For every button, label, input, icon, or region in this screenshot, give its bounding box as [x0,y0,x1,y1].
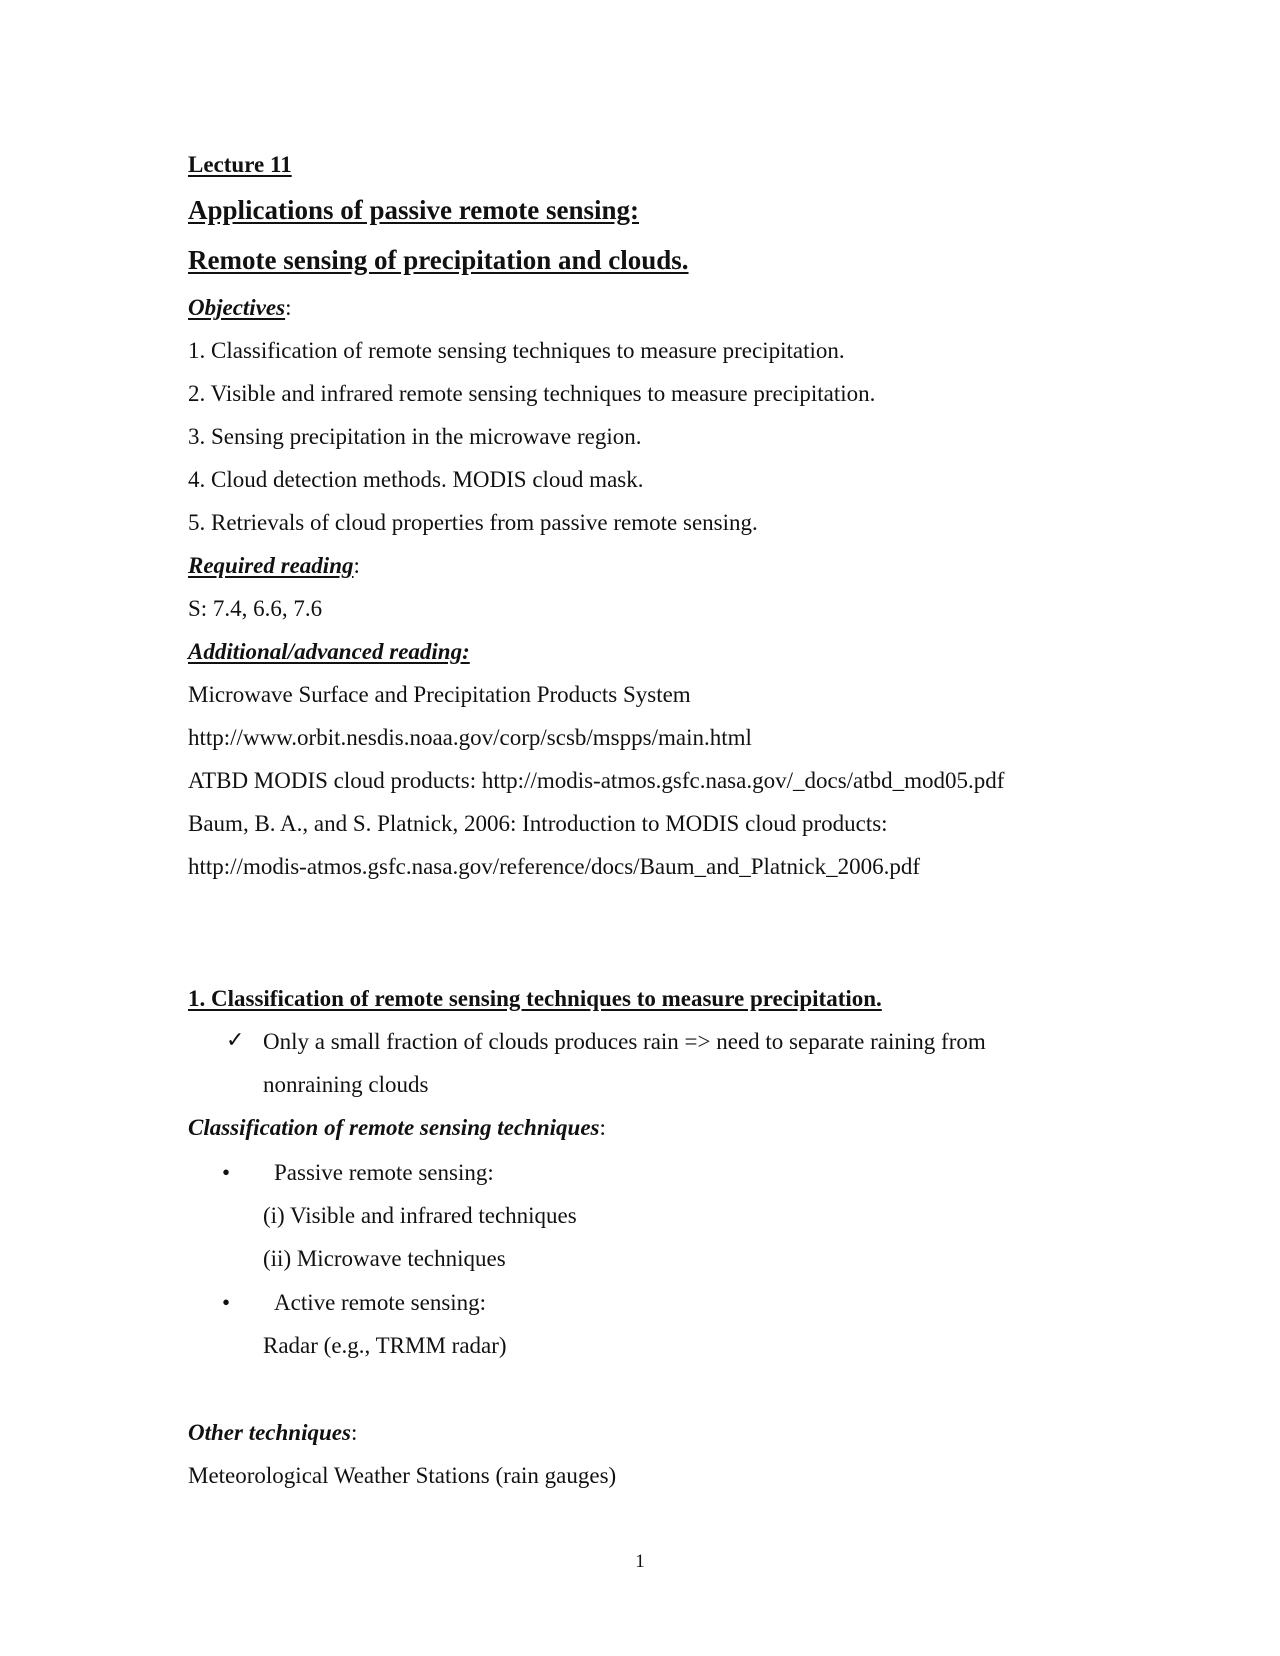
required-reading-heading [188,551,360,581]
additional-reading-line-1: Microwave Surface and Precipitation Products System [188,682,691,707]
objectives-label: Objectives [188,295,286,320]
classification-heading [188,1113,606,1143]
checkmark-icon: ✓ [226,1027,245,1052]
active-item-radar: Radar (e.g., TRMM radar) [263,1333,507,1358]
bullet-icon: • [222,1290,231,1315]
other-techniques-label: Other techniques [188,1420,351,1445]
check-item-line-2: nonraining clouds [263,1072,429,1097]
required-reading-label: Required reading [188,553,354,578]
title-line-2: Remote sensing of precipitation and clouds. [188,245,689,275]
additional-reading-heading: Additional/advanced reading: [188,639,470,664]
objective-item-1: 1. Classification of remote sensing techniques to measure precipitation. [188,338,845,363]
objectives-heading [188,293,291,323]
classification-colon: : [599,1115,606,1140]
passive-remote-sensing-label: Passive remote sensing: [274,1160,494,1185]
classification-label: Classification of remote sensing techniques [188,1115,600,1140]
other-techniques-text: Meteorological Weather Stations (rain gauges) [188,1463,617,1488]
active-remote-sensing-label: Active remote sensing: [274,1290,487,1315]
section-1-heading: 1. Classification of remote sensing techniques to measure precipitation. [188,986,882,1011]
passive-item-1: (i) Visible and infrared techniques [263,1203,577,1228]
title-line-1: Applications of passive remote sensing: [188,195,640,225]
required-reading-colon: : [353,553,360,578]
passive-item-2: (ii) Microwave techniques [263,1246,506,1271]
additional-reading-line-3[interactable]: ATBD MODIS cloud products: http://modis-atmos.gsfc.nasa.gov/_docs/atbd_mod05.pdf [188,768,1005,793]
page-number: 1 [635,1551,645,1572]
objectives-colon: : [285,295,292,320]
objective-item-2: 2. Visible and infrared remote sensing techniques to measure precipitation. [188,381,876,406]
required-reading-text: S: 7.4, 6.6, 7.6 [188,596,323,621]
additional-reading-line-4: Baum, B. A., and S. Platnick, 2006: Introduction to MODIS cloud products: [188,811,888,836]
check-item-line-1: Only a small fraction of clouds produces rain => need to separate raining from [263,1029,986,1054]
other-techniques-heading [188,1418,357,1448]
other-techniques-colon: : [350,1420,358,1445]
bullet-icon: • [222,1160,231,1185]
objective-item-3: 3. Sensing precipitation in the microwave region. [188,424,642,449]
additional-reading-link-2[interactable]: http://modis-atmos.gsfc.nasa.gov/reference/docs/Baum_and_Platnick_2006.pdf [188,854,921,879]
objective-item-4: 4. Cloud detection methods. MODIS cloud mask. [188,467,644,492]
objective-item-5: 5. Retrievals of cloud properties from passive remote sensing. [188,510,758,535]
additional-reading-link-1[interactable]: http://www.orbit.nesdis.noaa.gov/corp/scsb/mspps/main.html [188,725,752,750]
lecture-number: Lecture 11 [188,152,292,177]
